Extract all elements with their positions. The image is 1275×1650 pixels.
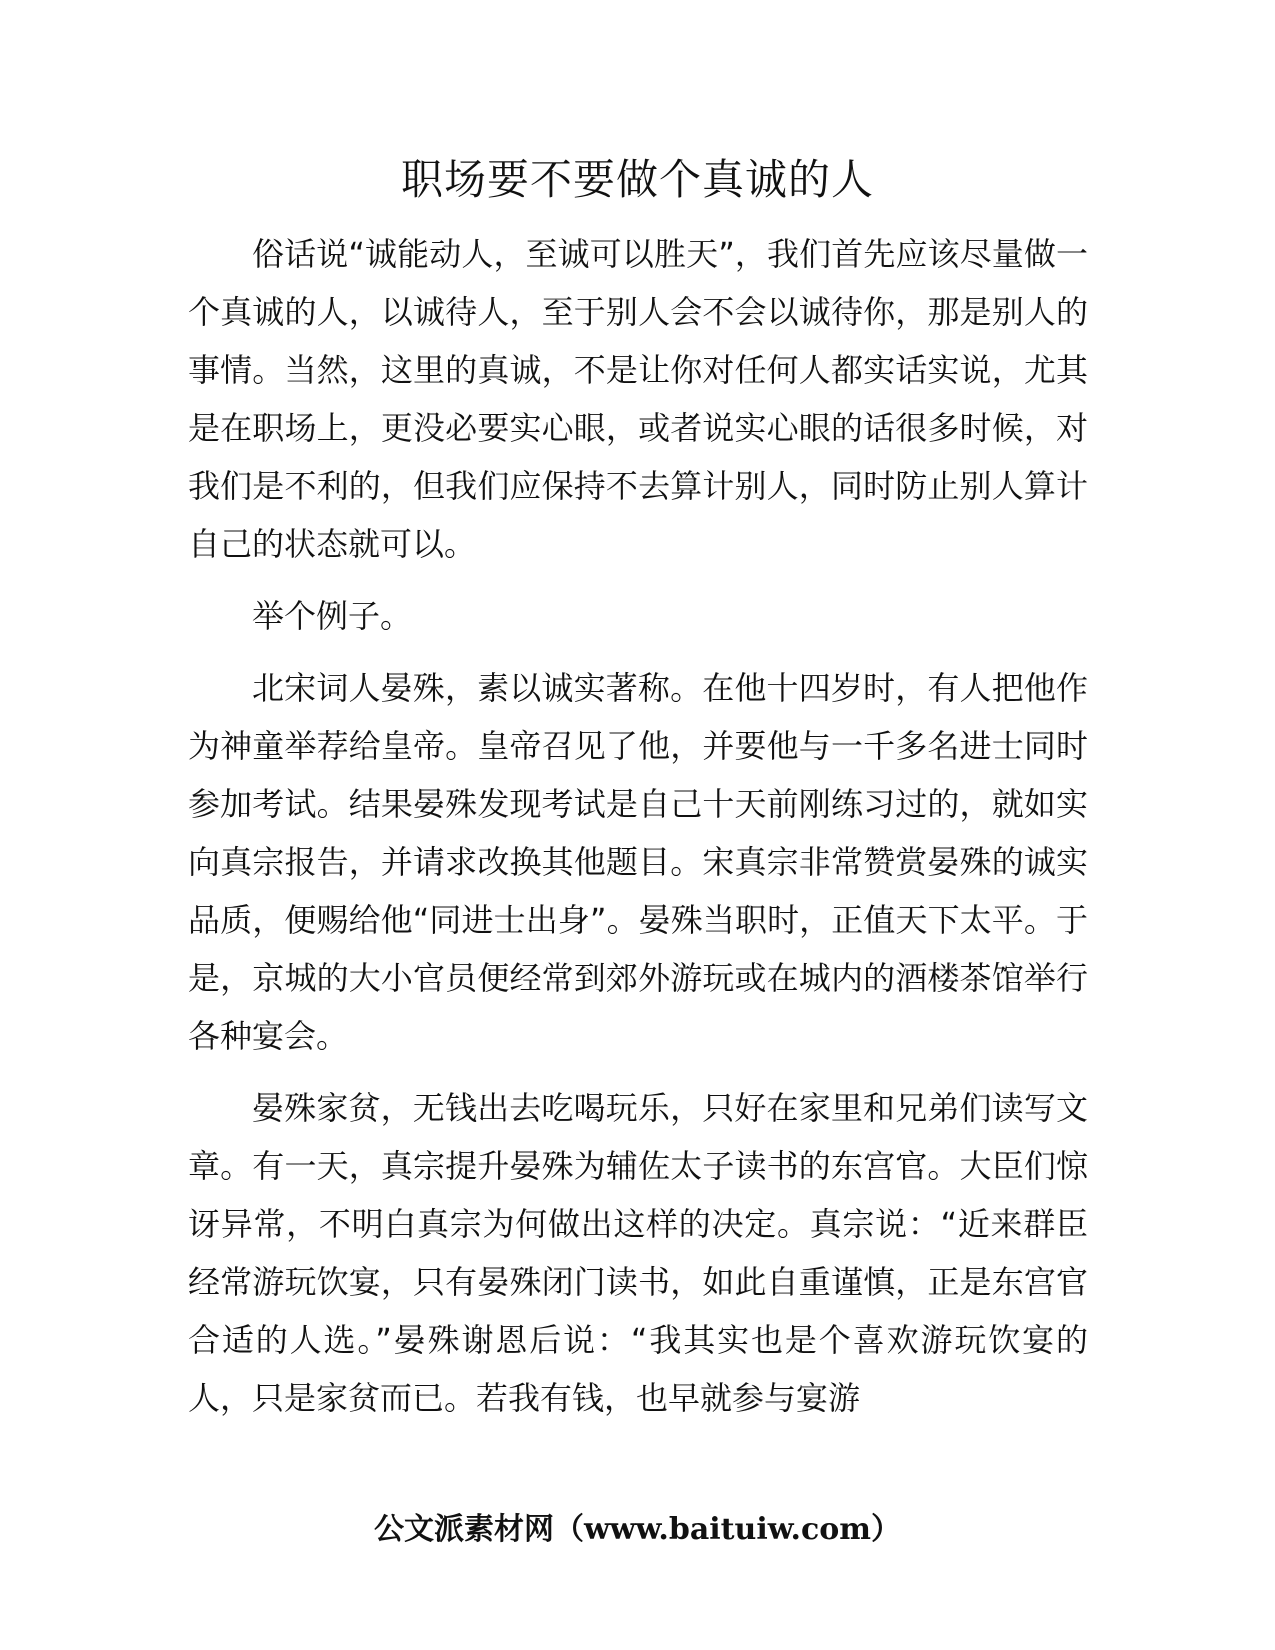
- document-body: [188, 225, 1088, 1441]
- paragraph: 俗话说“诚能动人，至诚可以胜天”，我们首先应该尽量做一个真诚的人，以诚待人，至于别人会不会以诚待你，那是别人的事情。当然，这里的真诚，不是让你对任何人都实话实说，尤其是在职场上，更没必要实心眼，或者说实心眼的话很多时候，对我们是不利的，但我们应保持不去算计别人，同时防止别人算计自己的状态就可以。: [188, 235, 1088, 563]
- paragraph: 举个例子。: [252, 597, 413, 635]
- paragraph: 晏殊家贫，无钱出去吃喝玩乐，只好在家里和兄弟们读写文章。有一天，真宗提升晏殊为辅佐太子读书的东宫官。大臣们惊讶异常，不明白真宗为何做出这样的决定。真宗说：“近来群臣经常游玩饮宴，只有晏殊闭门读书，如此自重谨慎，正是东宫官合适的人选。”晏殊谢恩后说：“我其实也是个喜欢游玩饮宴的人，只是家贫而已。若我有钱，也早就参与宴游: [188, 1089, 1088, 1417]
- paragraph: 北宋词人晏殊，素以诚实著称。在他十四岁时，有人把他作为神童举荐给皇帝。皇帝召见了他，并要他与一千多名进士同时参加考试。结果晏殊发现考试是自己十天前刚练习过的，就如实向真宗报告，并请求改换其他题目。宋真宗非常赞赏晏殊的诚实品质，便赐给他“同进士出身”。晏殊当职时，正值天下太平。于是，京城的大小官员便经常到郊外游玩或在城内的酒楼茶馆举行各种宴会。: [188, 669, 1088, 1055]
- page-footer: 公文派素材网（www.baituiw.com）: [373, 1512, 902, 1547]
- document-title: 职场要不要做个真诚的人: [400, 155, 874, 204]
